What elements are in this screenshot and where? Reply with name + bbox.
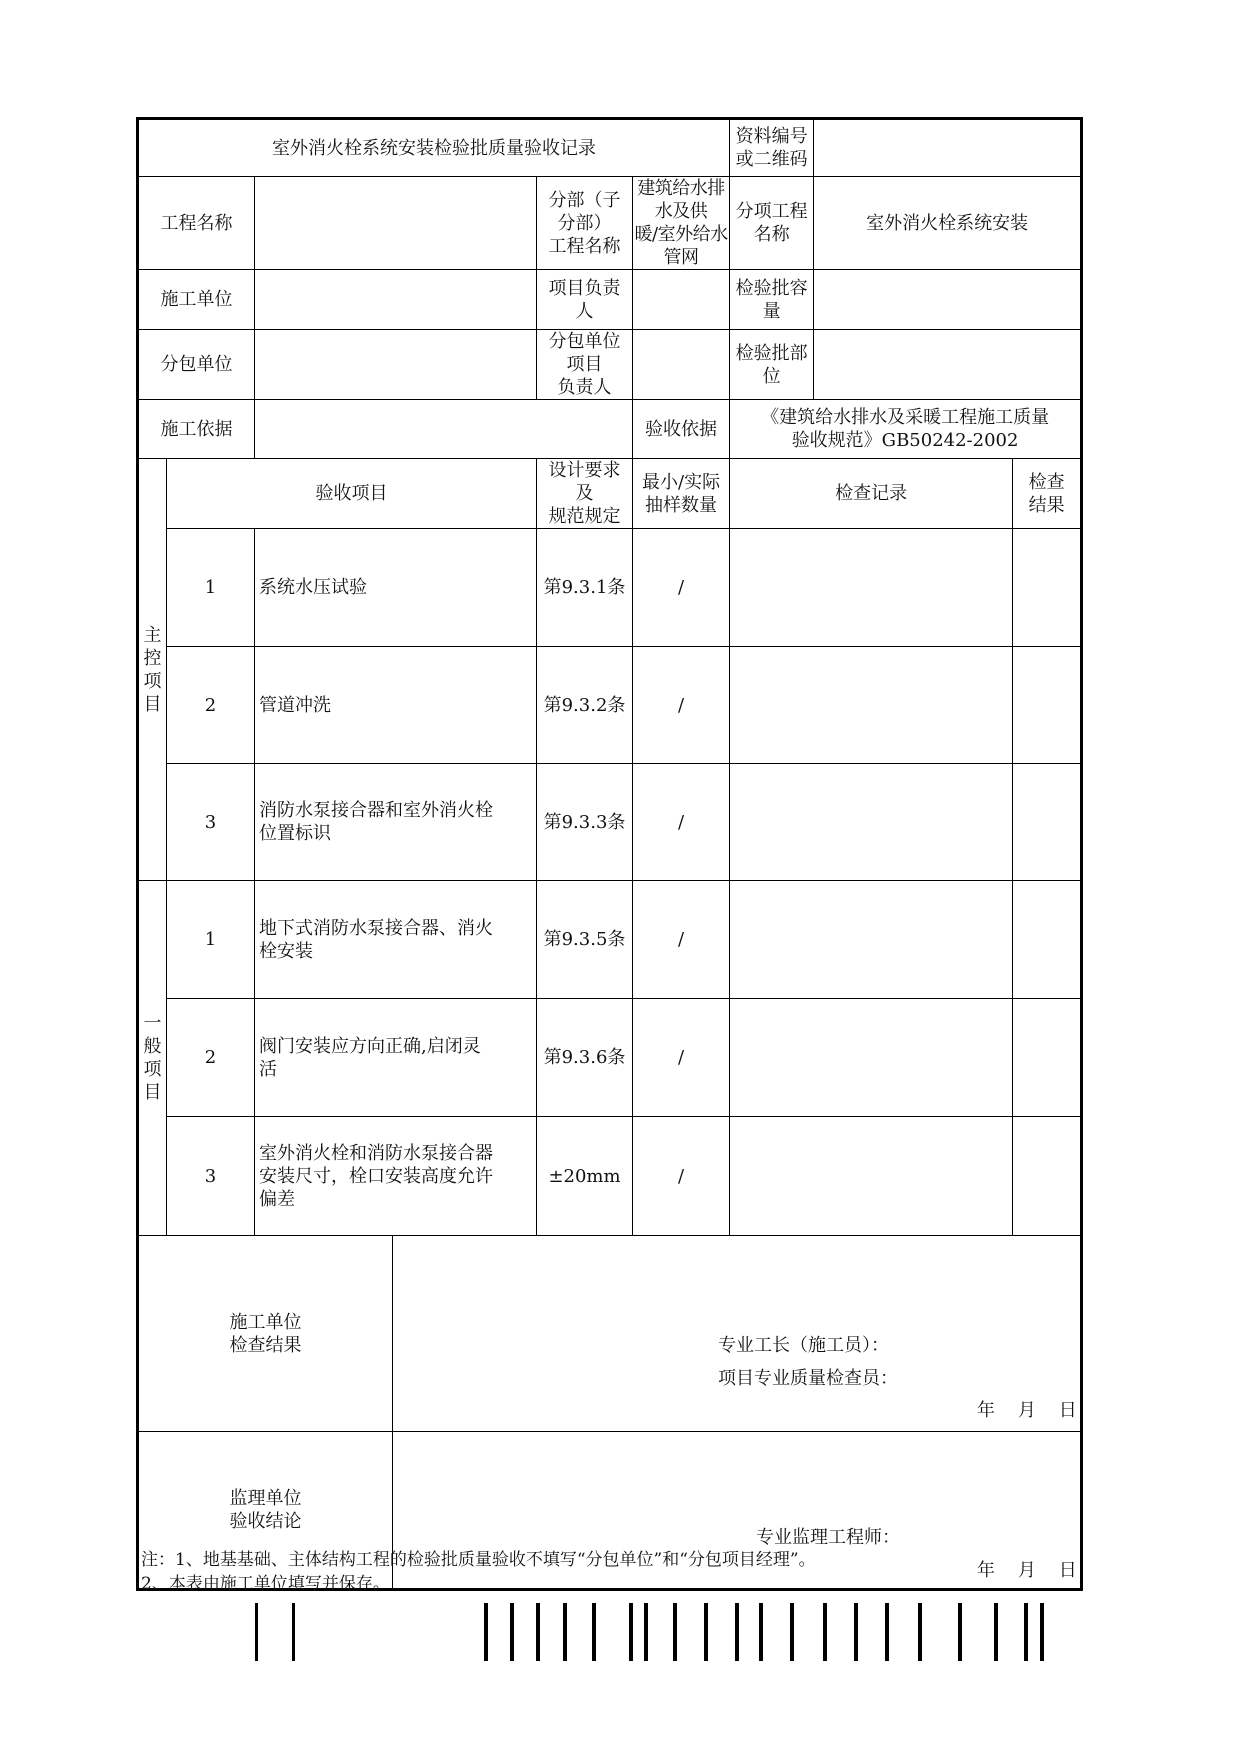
item-result[interactable] — [1013, 764, 1082, 881]
project-manager-field[interactable] — [633, 270, 730, 330]
project-manager-label: 项目负责人 — [537, 270, 633, 330]
footnote-2: 2、本表由施工单位填写并保存。 — [141, 1574, 390, 1594]
subdivision-label: 分部（子分部） 工程名称 — [537, 177, 633, 270]
doc-number-field[interactable] — [814, 119, 1082, 177]
item-description: 管道冲洗 — [255, 647, 537, 764]
item-result[interactable] — [1013, 647, 1082, 764]
item-sample[interactable]: / — [633, 764, 730, 881]
foreman-signature-label: 专业工长（施工员）： — [718, 1335, 889, 1356]
contractor-check-area[interactable] — [393, 1236, 1082, 1432]
item-sample[interactable]: / — [633, 647, 730, 764]
construction-basis-label: 施工依据 — [138, 400, 255, 459]
item-requirement: 第9.3.5条 — [537, 881, 633, 999]
item-record[interactable] — [730, 999, 1013, 1117]
item-description: 阀门安装应方向正确,启闭灵 活 — [255, 999, 537, 1117]
batch-capacity-field[interactable] — [814, 270, 1082, 330]
construction-basis-field[interactable] — [255, 400, 633, 459]
item-description: 地下式消防水泵接合器、消火 栓安装 — [255, 881, 537, 999]
item-record[interactable] — [730, 647, 1013, 764]
item-requirement: ±20mm — [537, 1117, 633, 1236]
acceptance-basis-value: 《建筑给水排水及采暖工程施工质量 验收规范》GB50242-2002 — [730, 400, 1082, 459]
general-group-label: 一 般 项 目 — [138, 881, 167, 1236]
item-number: 1 — [167, 529, 255, 647]
subcontractor-field[interactable] — [255, 330, 537, 400]
quality-inspector-signature-label: 项目专业质量检查员： — [718, 1368, 898, 1389]
sub-manager-field[interactable] — [633, 330, 730, 400]
item-sample[interactable]: / — [633, 999, 730, 1117]
item-sample[interactable]: / — [633, 529, 730, 647]
contractor-label: 施工单位 — [138, 270, 255, 330]
col-header-result: 检查 结果 — [1013, 459, 1082, 529]
item-requirement: 第9.3.1条 — [537, 529, 633, 647]
col-header-record: 检查记录 — [730, 459, 1013, 529]
table-row — [138, 529, 1082, 647]
supervisor-date-label: 年 月 日 — [977, 1560, 1077, 1581]
item-number: 1 — [167, 881, 255, 999]
item-requirement: 第9.3.2条 — [537, 647, 633, 764]
table-row — [138, 881, 1082, 999]
project-name-field[interactable] — [255, 177, 537, 270]
item-result[interactable] — [1013, 529, 1082, 647]
item-requirement: 第9.3.3条 — [537, 764, 633, 881]
item-number: 2 — [167, 647, 255, 764]
contractor-field[interactable] — [255, 270, 537, 330]
batch-location-field[interactable] — [814, 330, 1082, 400]
item-record[interactable] — [730, 881, 1013, 999]
footnotes — [141, 1548, 816, 1596]
item-number: 3 — [167, 1117, 255, 1236]
subcontractor-label: 分包单位 — [138, 330, 255, 400]
table-row — [138, 764, 1082, 881]
subitem-label: 分项工程 名称 — [730, 177, 814, 270]
item-record[interactable] — [730, 529, 1013, 647]
item-result[interactable] — [1013, 881, 1082, 999]
item-record[interactable] — [730, 1117, 1013, 1236]
col-header-sample: 最小/实际 抽样数量 — [633, 459, 730, 529]
item-sample[interactable]: / — [633, 1117, 730, 1236]
subitem-value[interactable]: 室外消火栓系统安装 — [814, 177, 1082, 270]
col-header-requirement: 设计要求及 规范规定 — [537, 459, 633, 529]
item-result[interactable] — [1013, 999, 1082, 1117]
table-row — [138, 1117, 1082, 1236]
batch-capacity-label: 检验批容量 — [730, 270, 814, 330]
col-header-item: 验收项目 — [167, 459, 537, 529]
form-title: 室外消火栓系统安装检验批质量验收记录 — [138, 119, 730, 177]
item-number: 2 — [167, 999, 255, 1117]
item-description: 室外消火栓和消防水泵接合器 安装尺寸，栓口安装高度允许 偏差 — [255, 1117, 537, 1236]
item-description: 消防水泵接合器和室外消火栓 位置标识 — [255, 764, 537, 881]
doc-number-label: 资料编号 或二维码 — [730, 119, 814, 177]
item-sample[interactable]: / — [633, 881, 730, 999]
item-record[interactable] — [730, 764, 1013, 881]
supervising-engineer-signature-label: 专业监理工程师： — [756, 1527, 900, 1548]
project-name-label: 工程名称 — [138, 177, 255, 270]
table-row — [138, 647, 1082, 764]
subdivision-value[interactable]: 建筑给水排水及供 暖/室外给水管网 — [634, 178, 728, 268]
main-control-group-label: 主 控 项 目 — [138, 459, 167, 881]
table-row — [138, 999, 1082, 1117]
inspection-record-table — [136, 117, 1083, 1591]
item-result[interactable] — [1013, 1117, 1082, 1236]
batch-location-label: 检验批部位 — [730, 330, 814, 400]
acceptance-basis-label: 验收依据 — [633, 400, 730, 459]
sub-manager-label: 分包单位项目 负责人 — [537, 330, 633, 400]
item-requirement: 第9.3.6条 — [537, 999, 633, 1117]
contractor-date-label: 年 月 日 — [977, 1400, 1077, 1421]
item-number: 3 — [167, 764, 255, 881]
footnote-1: 注：1、地基基础、主体结构工程的检验批质量验收不填写“分包单位”和“分包项目经理”。 — [141, 1550, 816, 1570]
supervisor-conclusion-label: 监理单位 验收结论 — [138, 1432, 393, 1590]
contractor-check-label: 施工单位 检查结果 — [138, 1236, 393, 1432]
item-description: 系统水压试验 — [255, 529, 537, 647]
